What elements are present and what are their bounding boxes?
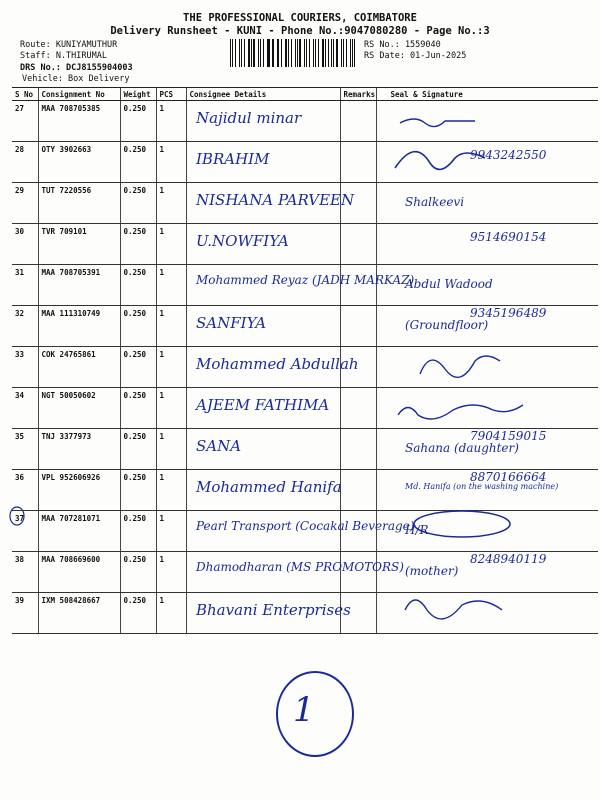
- cell-pcs: [156, 183, 186, 224]
- cell-sig: [376, 388, 598, 429]
- cell-pcs: [156, 142, 186, 183]
- cell-sno-text: 32: [15, 309, 25, 318]
- cell-name: [186, 142, 340, 183]
- cell-cons: [38, 470, 120, 511]
- runsheet-table: [12, 87, 598, 634]
- cell-wt-text: 0.250: [123, 596, 147, 605]
- cell-pcs-text: 1: [159, 514, 165, 523]
- cell-name: [186, 101, 340, 142]
- cell-cons-text: IXM 508428667: [41, 596, 101, 605]
- consignee-name-handwritten: Mohammed Hanifa: [196, 478, 342, 496]
- cell-remarks: [340, 347, 376, 388]
- cell-wt: [120, 306, 156, 347]
- cell-wt-text: 0.250: [123, 514, 147, 523]
- consignee-name-handwritten: Bhavani Enterprises: [196, 601, 351, 619]
- consignee-name-handwritten: SANFIYA: [196, 314, 267, 332]
- signature-handwritten: (Groundfloor): [405, 318, 489, 332]
- table-row: [12, 101, 598, 142]
- cell-remarks: [340, 265, 376, 306]
- cell-pcs-text: 1: [159, 227, 165, 236]
- barcode-bar: [299, 39, 301, 67]
- cell-sno-text: 37: [15, 514, 25, 523]
- cell-wt: [120, 511, 156, 552]
- cell-sig: [376, 429, 598, 470]
- phone-handwritten: 9943242550: [470, 148, 547, 162]
- barcode-bar: [281, 39, 282, 67]
- barcode-bar: [304, 39, 305, 67]
- table-row: [12, 347, 598, 388]
- staff-label: Staff: N.THIRUMAL: [20, 51, 107, 61]
- signature-handwritten: Md. Hanifa (on the washing machine): [405, 482, 559, 491]
- cell-cons-text: MAA 111310749: [41, 309, 101, 318]
- cell-sno: [12, 347, 38, 388]
- vehicle-label: Vehicle: Box Delivery: [22, 74, 130, 84]
- cell-wt-text: 0.250: [123, 145, 147, 154]
- cell-cons-text: MAA 707281071: [41, 514, 101, 523]
- cell-name: [186, 265, 340, 306]
- phone-handwritten: 9514690154: [470, 230, 547, 244]
- cell-wt-text: 0.250: [123, 104, 147, 113]
- cell-cons: [38, 388, 120, 429]
- cell-pcs: [156, 593, 186, 634]
- cell-sig: [376, 552, 598, 593]
- cell-pcs: [156, 347, 186, 388]
- barcode-bar: [295, 39, 296, 67]
- page-number-circle: [277, 672, 353, 756]
- table-header-row: [12, 88, 598, 101]
- cell-name: [186, 511, 340, 552]
- cell-sno-text: 39: [15, 596, 25, 605]
- cell-cons-text: TVR 709101: [41, 227, 87, 236]
- rs-number: RS No.: 1559040: [364, 40, 441, 50]
- cell-sno-text: 35: [15, 432, 25, 441]
- col-signature: Seal & Signature: [376, 88, 598, 101]
- route-label: Route: KUNIYAMUTHUR: [20, 40, 118, 50]
- table-row: [12, 142, 598, 183]
- cell-wt: [120, 142, 156, 183]
- barcode-bar: [309, 39, 310, 67]
- barcode-bar: [230, 39, 231, 67]
- barcode-bar: [248, 39, 249, 67]
- cell-cons: [38, 552, 120, 593]
- consignee-name-handwritten: NISHANA PARVEEN: [196, 191, 355, 209]
- barcode-bar: [343, 39, 344, 67]
- cell-wt: [120, 429, 156, 470]
- cell-cons: [38, 347, 120, 388]
- barcode-bar: [328, 39, 329, 67]
- barcode-bar: [263, 39, 264, 67]
- table-row: [12, 224, 598, 265]
- cell-sig: [376, 347, 598, 388]
- cell-pcs-text: 1: [159, 186, 165, 195]
- company-title: THE PROFESSIONAL COURIERS, COIMBATORE: [183, 12, 417, 24]
- consignee-name-handwritten: Mohammed Reyaz (JADH MARKAZ): [196, 273, 415, 287]
- consignee-name-handwritten: Dhamodharan (MS PROMOTORS): [196, 560, 404, 574]
- barcode-bar: [235, 39, 236, 67]
- cell-sig: [376, 593, 598, 634]
- barcode-bar: [350, 39, 351, 67]
- cell-pcs-text: 1: [159, 473, 165, 482]
- cell-cons: [38, 101, 120, 142]
- cell-sno-text: 34: [15, 391, 25, 400]
- signature-handwritten: H/R: [405, 523, 429, 537]
- cell-remarks: [340, 388, 376, 429]
- barcode-bar: [272, 39, 273, 67]
- cell-sno: [12, 429, 38, 470]
- runsheet-title: Delivery Runsheet - KUNI - Phone No.:9047080280 - Page No.:3: [110, 25, 490, 37]
- barcode-bar: [341, 39, 342, 67]
- cell-cons: [38, 429, 120, 470]
- cell-name: [186, 306, 340, 347]
- cell-cons-text: NGT 50050602: [41, 391, 96, 400]
- cell-wt: [120, 388, 156, 429]
- cell-wt: [120, 347, 156, 388]
- cell-sno: [12, 265, 38, 306]
- cell-remarks: [340, 183, 376, 224]
- cell-remarks: [340, 306, 376, 347]
- cell-sig: [376, 470, 598, 511]
- cell-remarks: [340, 593, 376, 634]
- cell-cons: [38, 265, 120, 306]
- consignee-name-handwritten: IBRAHIM: [196, 150, 270, 168]
- cell-pcs: [156, 306, 186, 347]
- barcode-bar: [253, 39, 255, 67]
- table-row: [12, 388, 598, 429]
- page-number-mark: 1: [293, 690, 315, 730]
- cell-wt: [120, 593, 156, 634]
- cell-sno: [12, 306, 38, 347]
- barcode-bar: [325, 39, 326, 67]
- consignee-name-handwritten: Pearl Transport (Cocakal Beverage): [196, 519, 415, 533]
- col-consignment: Consignment No: [38, 88, 120, 101]
- cell-pcs: [156, 101, 186, 142]
- cell-pcs-text: 1: [159, 596, 165, 605]
- barcode-bar: [285, 39, 287, 67]
- drs-label: DRS No.: DCJ8155904003: [20, 63, 133, 73]
- cell-remarks: [340, 101, 376, 142]
- cell-sno: [12, 388, 38, 429]
- cell-wt: [120, 183, 156, 224]
- cell-remarks: [340, 142, 376, 183]
- signature-handwritten: Sahana (daughter): [405, 441, 519, 455]
- cell-sig: [376, 511, 598, 552]
- cell-cons: [38, 183, 120, 224]
- barcode: [230, 39, 358, 67]
- cell-cons-text: MAA 708705385: [41, 104, 101, 113]
- cell-sig: [376, 306, 598, 347]
- barcode-bar: [241, 39, 242, 67]
- barcode-bar: [354, 39, 355, 67]
- consignee-name-handwritten: AJEEM FATHIMA: [196, 396, 330, 414]
- table-row: [12, 306, 598, 347]
- cell-cons-text: COK 24765861: [41, 350, 96, 359]
- cell-sno-text: 36: [15, 473, 25, 482]
- cell-pcs-text: 1: [159, 555, 165, 564]
- cell-pcs: [156, 388, 186, 429]
- cell-cons: [38, 511, 120, 552]
- phone-handwritten: 8870166664: [470, 470, 547, 484]
- cell-wt: [120, 470, 156, 511]
- cell-remarks: [340, 470, 376, 511]
- cell-name: [186, 593, 340, 634]
- barcode-bar: [297, 39, 298, 67]
- cell-sno-text: 31: [15, 268, 25, 277]
- barcode-bar: [352, 39, 353, 67]
- cell-sig: [376, 101, 598, 142]
- cell-cons-text: MAA 708705391: [41, 268, 101, 277]
- barcode-bar: [267, 39, 268, 67]
- cell-name: [186, 183, 340, 224]
- table-row: [12, 593, 598, 634]
- table-row: [12, 511, 598, 552]
- barcode-bar: [277, 39, 278, 67]
- cell-cons-text: TUT 7220556: [41, 186, 92, 195]
- cell-pcs: [156, 429, 186, 470]
- consignee-name-handwritten: Mohammed Abdullah: [196, 355, 359, 373]
- cell-wt-text: 0.250: [123, 268, 147, 277]
- cell-cons-text: OTY 3902663: [41, 145, 92, 154]
- consignee-name-handwritten: SANA: [196, 437, 242, 455]
- signature-handwritten: (mother): [405, 564, 459, 578]
- cell-name: [186, 429, 340, 470]
- cell-wt: [120, 224, 156, 265]
- cell-sno: [12, 224, 38, 265]
- cell-cons-text: TNJ 3377973: [41, 432, 92, 441]
- cell-cons: [38, 593, 120, 634]
- cell-wt-text: 0.250: [123, 391, 147, 400]
- cell-sig: [376, 224, 598, 265]
- phone-handwritten: 7904159015: [470, 429, 547, 443]
- cell-name: [186, 552, 340, 593]
- cell-pcs: [156, 470, 186, 511]
- col-sno: S No: [12, 88, 38, 101]
- table-row: [12, 183, 598, 224]
- cell-pcs-text: 1: [159, 145, 165, 154]
- cell-sno-text: 38: [15, 555, 25, 564]
- barcode-bar: [239, 39, 241, 67]
- barcode-bar: [268, 39, 270, 67]
- cell-sig: [376, 183, 598, 224]
- cell-pcs-text: 1: [159, 309, 165, 318]
- cell-wt-text: 0.250: [123, 432, 147, 441]
- consignee-name-handwritten: U.NOWFIYA: [196, 232, 289, 250]
- col-pcs: PCS: [156, 88, 186, 101]
- cell-sno: [12, 142, 38, 183]
- cell-name: [186, 388, 340, 429]
- signature-handwritten: Abdul Wadood: [405, 277, 493, 291]
- cell-pcs: [156, 511, 186, 552]
- cell-wt-text: 0.250: [123, 473, 147, 482]
- cell-remarks: [340, 552, 376, 593]
- cell-sno: [12, 511, 38, 552]
- barcode-bar: [244, 39, 245, 67]
- barcode-bar: [291, 39, 292, 67]
- cell-sno-text: 29: [15, 186, 25, 195]
- barcode-bar: [260, 39, 261, 67]
- table-row: [12, 429, 598, 470]
- barcode-bar: [331, 39, 332, 67]
- col-remarks: Remarks: [340, 88, 376, 101]
- barcode-bar: [315, 39, 316, 67]
- barcode-bar: [278, 39, 279, 67]
- cell-wt-text: 0.250: [123, 350, 147, 359]
- barcode-bar: [318, 39, 319, 67]
- cell-remarks: [340, 429, 376, 470]
- signature-handwritten: Shalkeevi: [405, 195, 465, 209]
- barcode-bar: [232, 39, 233, 67]
- cell-wt: [120, 265, 156, 306]
- cell-sno-text: 33: [15, 350, 25, 359]
- table-row: [12, 265, 598, 306]
- cell-wt-text: 0.250: [123, 555, 147, 564]
- cell-sig: [376, 265, 598, 306]
- cell-wt: [120, 552, 156, 593]
- cell-cons: [38, 306, 120, 347]
- cell-name: [186, 224, 340, 265]
- phone-handwritten: 8248940119: [470, 552, 547, 566]
- cell-cons: [38, 224, 120, 265]
- barcode-bar: [251, 39, 252, 67]
- cell-pcs: [156, 552, 186, 593]
- barcode-bar: [306, 39, 307, 67]
- cell-sno: [12, 101, 38, 142]
- cell-sno: [12, 470, 38, 511]
- cell-cons-text: MAA 708669600: [41, 555, 101, 564]
- cell-wt-text: 0.250: [123, 227, 147, 236]
- barcode-bar: [258, 39, 259, 67]
- cell-wt: [120, 101, 156, 142]
- barcode-bar: [336, 39, 338, 67]
- col-weight: Weight: [120, 88, 156, 101]
- cell-sno-text: 30: [15, 227, 25, 236]
- cell-sno: [12, 183, 38, 224]
- cell-pcs: [156, 224, 186, 265]
- cell-remarks: [340, 511, 376, 552]
- cell-sno-text: 27: [15, 104, 25, 113]
- phone-handwritten: 9345196489: [470, 306, 547, 320]
- cell-pcs-text: 1: [159, 350, 165, 359]
- rs-date: RS Date: 01-Jun-2025: [364, 51, 467, 61]
- cell-pcs-text: 1: [159, 391, 165, 400]
- cell-sig: [376, 142, 598, 183]
- barcode-bar: [346, 39, 347, 67]
- cell-sno: [12, 552, 38, 593]
- cell-cons-text: VPL 952606926: [41, 473, 101, 482]
- table-row: [12, 470, 598, 511]
- cell-pcs: [156, 265, 186, 306]
- cell-sno: [12, 593, 38, 634]
- cell-name: [186, 470, 340, 511]
- cell-cons: [38, 142, 120, 183]
- cell-pcs-text: 1: [159, 104, 165, 113]
- cell-pcs-text: 1: [159, 432, 165, 441]
- barcode-bar: [333, 39, 334, 67]
- cell-sno-text: 28: [15, 145, 25, 154]
- table-row: [12, 552, 598, 593]
- col-consignee: Consignee Details: [186, 88, 340, 101]
- barcode-bar: [288, 39, 289, 67]
- cell-wt-text: 0.250: [123, 186, 147, 195]
- cell-name: [186, 347, 340, 388]
- barcode-bar: [322, 39, 324, 67]
- consignee-name-handwritten: Najidul minar: [196, 109, 302, 127]
- cell-pcs-text: 1: [159, 268, 165, 277]
- cell-wt-text: 0.250: [123, 309, 147, 318]
- cell-remarks: [340, 224, 376, 265]
- barcode-bar: [313, 39, 314, 67]
